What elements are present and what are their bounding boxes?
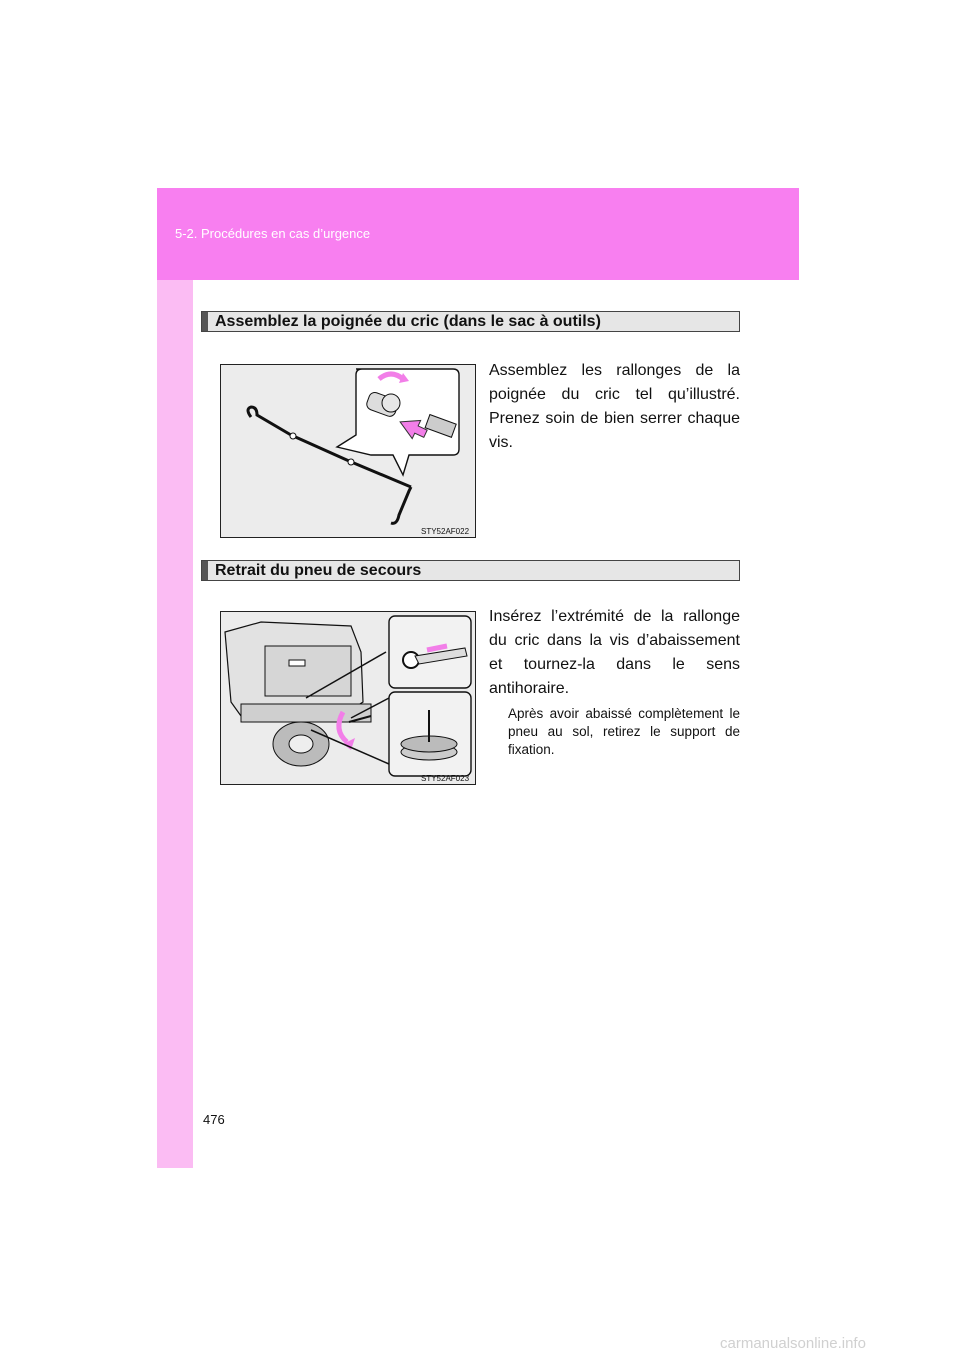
figure-code: STY52AF022 [421,527,470,536]
figure-spare-tire [220,611,476,785]
note-text: Après avoir abaissé complètement le pneu au sol, retirez le support de fixation. [508,706,740,757]
jack-handle-illustration [221,365,476,538]
side-color-strip [157,188,193,1168]
figure-code: STY52AF023 [421,774,470,783]
heading-assemble-jack-handle [201,311,740,332]
watermark: carmanualsonline.info [720,1335,866,1352]
heading-text: Assemblez la poignée du cric (dans le sac à outils) [215,313,601,330]
figure-jack-handle [220,364,476,538]
section-title: 5-2. Procédures en cas d’urgence [175,226,371,241]
instruction-text: Assemblez les rallonges de la poignée du cric tel qu’illustré. Prenez soin de bien serrer chaque vis. [489,362,740,451]
spare-tire-illustration [221,612,476,785]
page-number: 476 [203,1112,225,1127]
heading-text: Retrait du pneu de secours [215,562,422,579]
heading-remove-spare-tire [201,560,740,581]
instruction-text: Insérez l’extrémité de la rallonge du cric dans la vis d’abaissement et tournez-la dans le sens antihoraire. [489,608,740,697]
